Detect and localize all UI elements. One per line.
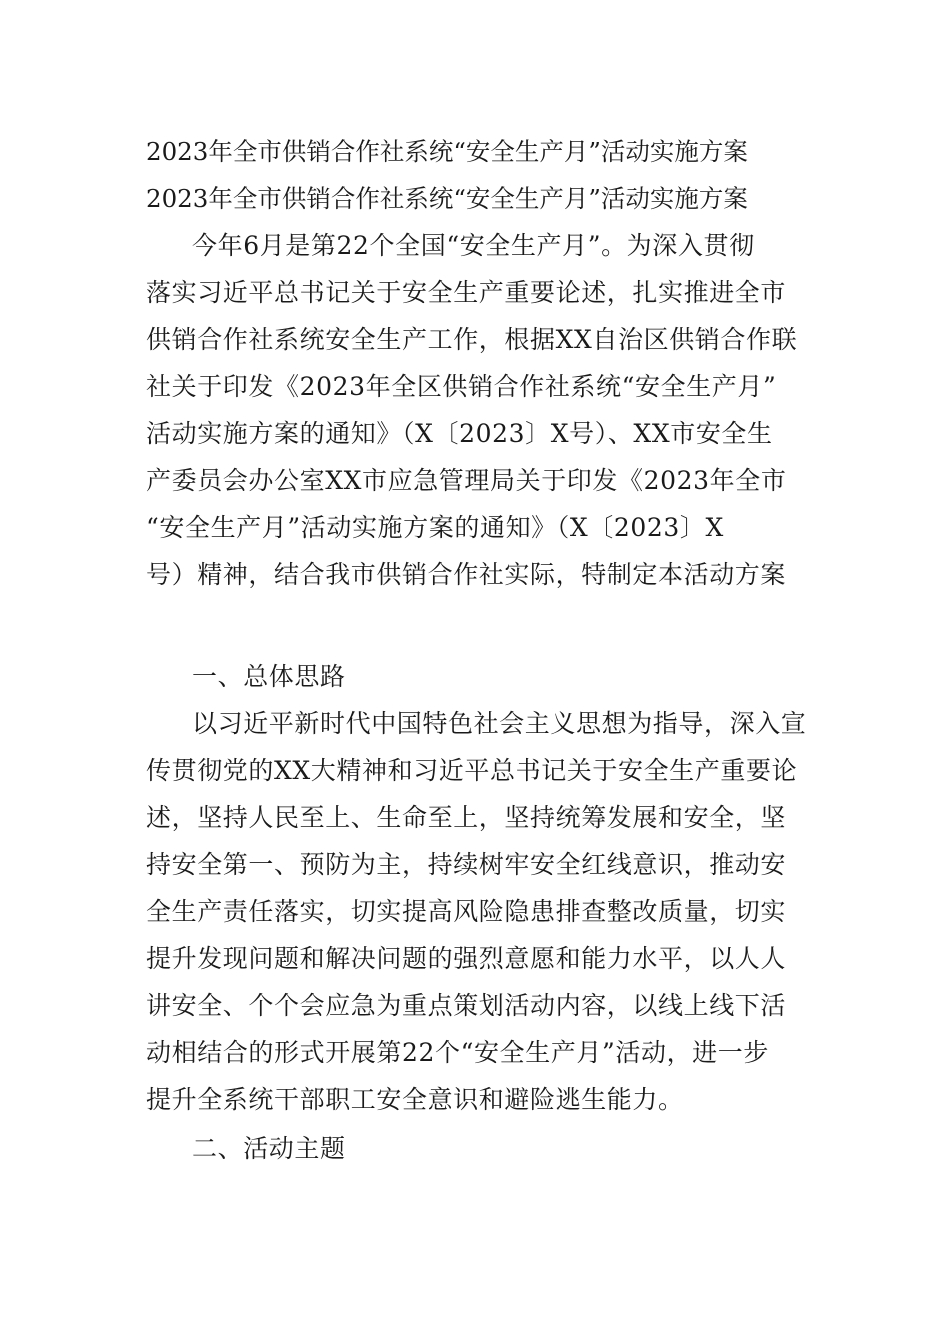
section-1-paragraph [146,700,808,1123]
intro-line: 今年6月是第22个全国“安全生产月”。为深入贯彻 [192,231,755,260]
intro-paragraph [146,222,808,598]
document-page [146,128,808,1172]
section-1-line: 提升全系统干部职工安全意识和避险逃生能力。 [146,1085,684,1114]
section-heading-overall-approach: 一、总体思路 [192,662,346,691]
section-1-line: 动相结合的形式开展第22个“安全生产月”活动，进一步 [146,1038,769,1067]
intro-line: “安全生产月”活动实施方案的通知》（X〔2023〕X [146,513,724,542]
intro-line: 活动实施方案的通知》（X〔2023〕X号）、XX市安全生 [146,419,773,448]
section-1-line: 提升发现问题和解决问题的强烈意愿和能力水平，以人人 [146,944,787,973]
paragraph-gap [146,598,808,651]
document-title-line-2: 2023年全市供销合作社系统“安全生产月”活动实施方案 [146,184,748,213]
section-heading-activity-theme: 二、活动主题 [192,1134,346,1163]
section-1-line: 以习近平新时代中国特色社会主义思想为指导，深入宣 [192,709,807,738]
section-1-line: 述，坚持人民至上、生命至上，坚持统筹发展和安全，坚 [146,803,787,832]
intro-line: 产委员会办公室XX市应急管理局关于印发《2023年全市 [146,466,787,495]
section-1-line: 传贯彻党的XX大精神和习近平总书记关于安全生产重要论 [146,756,798,785]
intro-line: 供销合作社系统安全生产工作，根据XX自治区供销合作联 [146,325,798,354]
section-1-line: 持安全第一、预防为主，持续树牢安全红线意识，推动安 [146,850,787,879]
intro-line: 落实习近平总书记关于安全生产重要论述，扎实推进全市 [146,278,787,307]
document-title-line-1: 2023年全市供销合作社系统“安全生产月”活动实施方案 [146,137,748,166]
intro-line: 社关于印发《2023年全区供销合作社系统“安全生产月” [146,372,777,401]
section-1-line: 全生产责任落实，切实提高风险隐患排查整改质量，切实 [146,897,787,926]
section-1-line: 讲安全、个个会应急为重点策划活动内容，以线上线下活 [146,991,787,1020]
intro-line: 号）精神，结合我市供销合作社实际，特制定本活动方案 [146,560,787,589]
